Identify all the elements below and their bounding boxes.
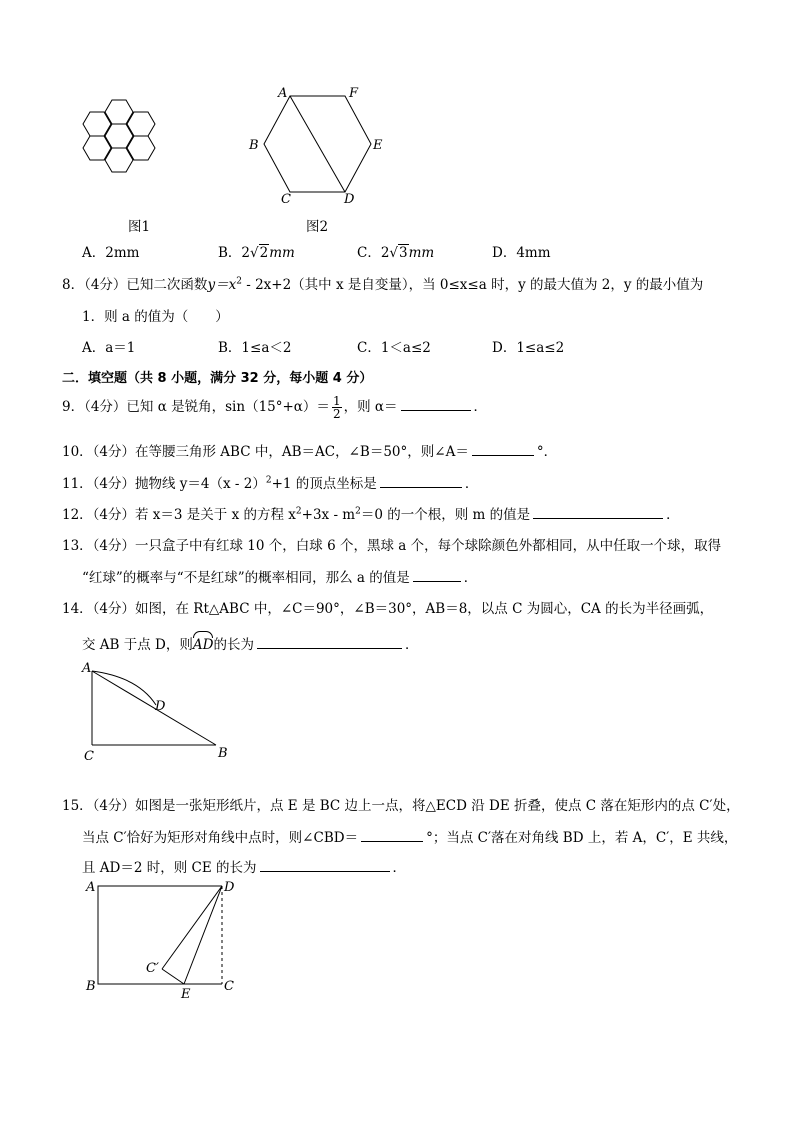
figure-1-caption: 图1 bbox=[128, 219, 151, 235]
q7-option-d[interactable]: D．4mm bbox=[492, 245, 551, 261]
q8-option-a[interactable]: A．a＝1 bbox=[82, 340, 136, 356]
q13-line-1: 13．（4分）一只盒子中有红球 10 个，白球 6 个，黑球 a 个，每个球除颜色外都相同，从中任取一个球，取得 bbox=[62, 538, 722, 554]
q15-line-2: 当点 C′恰好为矩形对角线中点时，则∠CBD＝ °；当点 C′落在对角线 BD 上，若 A，C′，E 共线， bbox=[82, 830, 738, 846]
q13-answer-blank[interactable] bbox=[413, 568, 461, 582]
hex-label-a: A bbox=[278, 86, 288, 101]
q15-line-3: 且 AD＝2 时，则 CE 的长为 ． bbox=[82, 860, 407, 876]
figure-q15-rectangle bbox=[80, 874, 250, 1004]
q15-label-d: D bbox=[224, 880, 235, 895]
q10-answer-blank[interactable] bbox=[472, 442, 534, 456]
q8-line-2: 1．则 a 的值为（ ） bbox=[82, 309, 229, 325]
q8-option-b[interactable]: B．1≤a＜2 bbox=[218, 340, 292, 356]
q15-answer-blank-2[interactable] bbox=[260, 858, 390, 872]
hex-label-d: D bbox=[344, 192, 355, 207]
hex-label-e: E bbox=[373, 138, 383, 153]
q14-line-2: 交 AB 于点 D，则 AD的长为 ． bbox=[82, 633, 418, 653]
q15-label-a: A bbox=[86, 880, 96, 895]
q8-line-1: 8．（4分）已知二次函数$y=x^2 - 2x+2$（其中 x 是自变量），当 0≤x≤a 时，y 的最大值为 2，y 的最小值为 bbox=[62, 276, 704, 293]
q12: 12．（4分）若 x＝3 是关于 x 的方程 $x^2+3x - m^2=0$ 的一个根，则 m 的值是 ． bbox=[62, 506, 680, 523]
figure-honeycomb bbox=[78, 96, 182, 196]
q13-line-2: “红球”的概率与“不是红球”的概率相同，那么 a 的值是 ． bbox=[82, 570, 478, 586]
q8-option-d[interactable]: D．1≤a≤2 bbox=[492, 340, 565, 356]
figure-hexagon bbox=[245, 82, 390, 207]
q9: 9．（4分）已知 α 是锐角，sin（15°+α）＝ $\frac{1}{2}$ ，则 α＝ ． bbox=[62, 394, 487, 421]
q14-line-1: 14．（4分）如图，在 Rt△ABC 中，∠C＝90°，∠B＝30°，AB＝8，以点 C 为圆心，CA 的长为半径画弧， bbox=[62, 601, 714, 617]
q7-option-a[interactable]: A．2mm bbox=[82, 245, 140, 261]
figure-q14-triangle bbox=[78, 655, 238, 765]
q14-label-c: C bbox=[84, 749, 94, 764]
q14-arc-ad: AD bbox=[193, 637, 214, 653]
q15-label-c-prime: C′ bbox=[146, 961, 159, 976]
q14-label-a: A bbox=[82, 661, 92, 676]
q7-option-b[interactable]: B．2√2mm bbox=[218, 245, 295, 261]
figure-2-caption: 图2 bbox=[306, 219, 329, 235]
q15-label-b: B bbox=[86, 979, 96, 994]
hex-label-b: B bbox=[249, 138, 259, 153]
q11-answer-blank[interactable] bbox=[380, 474, 462, 488]
q11: 11．（4分）抛物线 y＝4（x - 2）$^2$+1 的顶点坐标是 ． bbox=[62, 475, 479, 492]
q15-label-c: C bbox=[224, 979, 234, 994]
q8-option-c[interactable]: C．1＜a≤2 bbox=[357, 340, 431, 356]
q15-label-e: E bbox=[181, 987, 191, 1002]
q14-label-d: D bbox=[155, 699, 166, 714]
q10: 10．（4分）在等腰三角形 ABC 中，AB＝AC，∠B＝50°，则∠A＝ °． bbox=[62, 444, 558, 460]
q15-line-1: 15．（4分）如图是一张矩形纸片，点 E 是 BC 边上一点，将△ECD 沿 DE 折叠，使点 C 落在矩形内的点 C′处， bbox=[62, 798, 740, 814]
q7-option-c[interactable]: C．2√3mm bbox=[357, 245, 435, 261]
q14-label-b: B bbox=[218, 746, 228, 761]
hex-label-f: F bbox=[349, 86, 359, 101]
q14-answer-blank[interactable] bbox=[257, 635, 402, 649]
section-heading: 二．填空题（共 8 小题，满分 32 分，每小题 4 分） bbox=[62, 371, 373, 386]
q9-answer-blank[interactable] bbox=[401, 397, 471, 411]
hex-label-c: C bbox=[281, 192, 291, 207]
q12-answer-blank[interactable] bbox=[533, 505, 663, 519]
q9-fraction: $\frac{1}{2}$ bbox=[332, 394, 341, 421]
q15-answer-blank-1[interactable] bbox=[361, 828, 423, 842]
